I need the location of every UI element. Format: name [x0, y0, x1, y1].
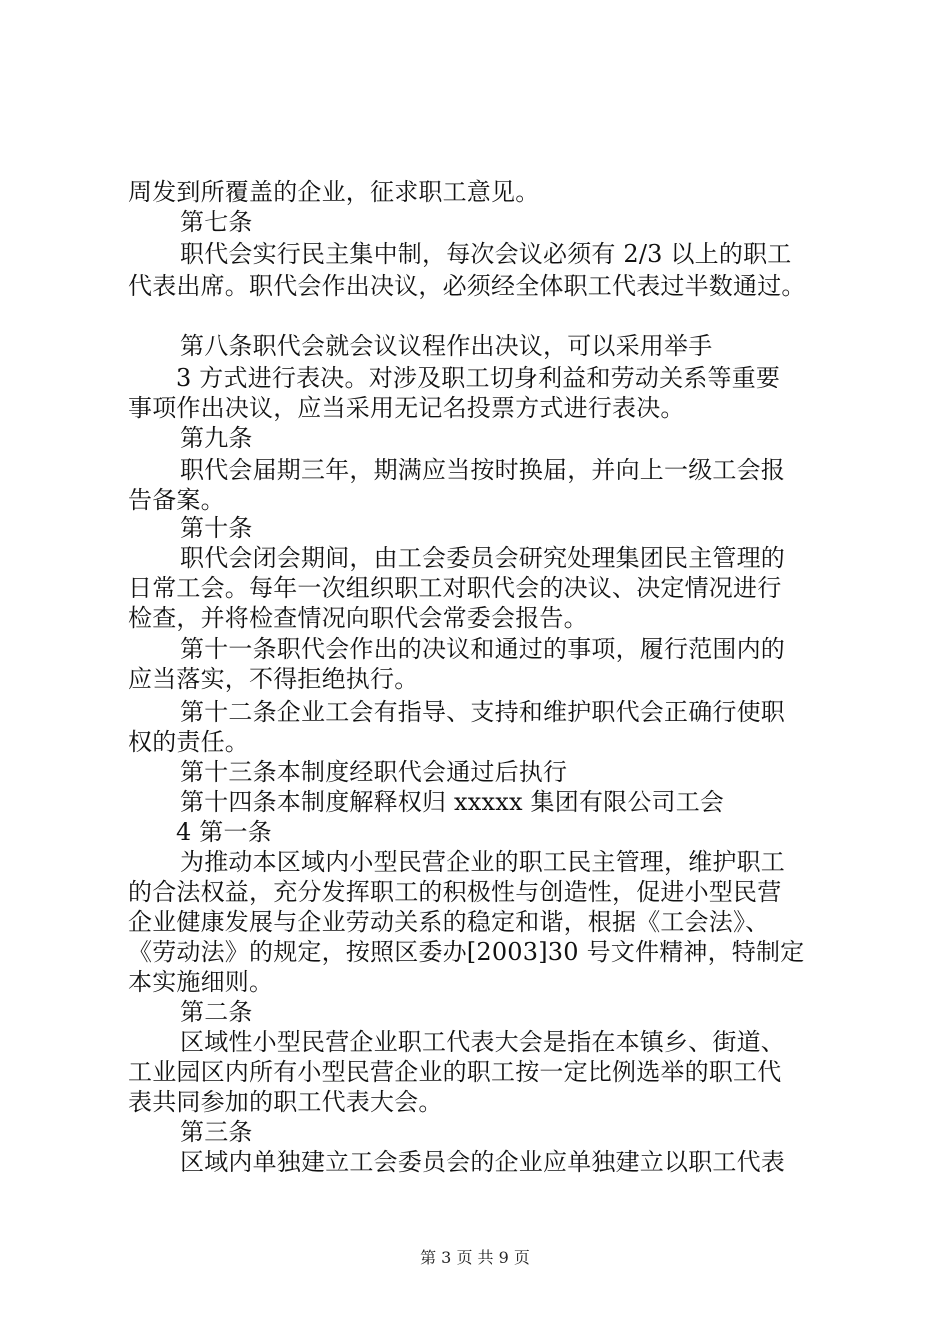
article-heading: 4 第一条 [176, 818, 272, 846]
text-line: 3 方式进行表决。对涉及职工切身利益和劳动关系等重要 [176, 364, 781, 392]
text-line: 第十四条本制度解释权归 xxxxx 集团有限公司工会 [180, 788, 725, 816]
text-line: 告备案。 [128, 486, 225, 514]
article-heading: 第九条 [180, 424, 253, 452]
text-line: 职代会闭会期间，由工会委员会研究处理集团民主管理的 [180, 544, 785, 572]
article-heading: 第二条 [180, 998, 253, 1026]
text-line: 周发到所覆盖的企业，征求职工意见。 [128, 178, 540, 206]
text-line: 日常工会。每年一次组织职工对职代会的决议、决定情况进行 [128, 574, 782, 602]
text-line: 本实施细则。 [128, 968, 274, 996]
text-line: 第十三条本制度经职代会通过后执行 [180, 758, 568, 786]
text-line: 权的责任。 [128, 728, 249, 756]
article-heading: 第三条 [180, 1118, 253, 1146]
text-line: 第十二条企业工会有指导、支持和维护职代会正确行使职 [180, 698, 785, 726]
text-line: 《劳动法》的规定，按照区委办[2003]30 号文件精神，特制定 [128, 938, 805, 966]
text-line: 的合法权益，充分发挥职工的积极性与创造性，促进小型民营 [128, 878, 782, 906]
text-line: 工业园区内所有小型民营企业的职工按一定比例选举的职工代 [128, 1058, 782, 1086]
text-line: 区域内单独建立工会委员会的企业应单独建立以职工代表 [180, 1148, 785, 1176]
text-line: 区域性小型民营企业职工代表大会是指在本镇乡、街道、 [180, 1028, 785, 1056]
text-line: 事项作出决议，应当采用无记名投票方式进行表决。 [128, 394, 685, 422]
text-line: 企业健康发展与企业劳动关系的稳定和谐，根据《工会法》、 [128, 908, 770, 936]
text-line: 职代会届期三年，期满应当按时换届，并向上一级工会报 [180, 456, 785, 484]
text-line: 表共同参加的职工代表大会。 [128, 1088, 443, 1116]
text-line: 检查，并将检查情况向职代会常委会报告。 [128, 604, 588, 632]
page-number: 第 3 页 共 9 页 [420, 1248, 530, 1267]
article-heading: 第十条 [180, 514, 253, 542]
text-line: 第八条职代会就会议议程作出决议，可以采用举手 [180, 332, 713, 360]
text-line: 第十一条职代会作出的决议和通过的事项，履行范围内的 [180, 635, 785, 663]
text-line: 职代会实行民主集中制，每次会议必须有 2/3 以上的职工 [180, 240, 792, 268]
text-line: 应当落实，不得拒绝执行。 [128, 665, 419, 693]
article-heading: 第七条 [180, 208, 253, 236]
text-line: 代表出席。职代会作出决议，必须经全体职工代表过半数通过。 [128, 272, 806, 300]
text-line: 为推动本区域内小型民营企业的职工民主管理，维护职工 [180, 848, 785, 876]
